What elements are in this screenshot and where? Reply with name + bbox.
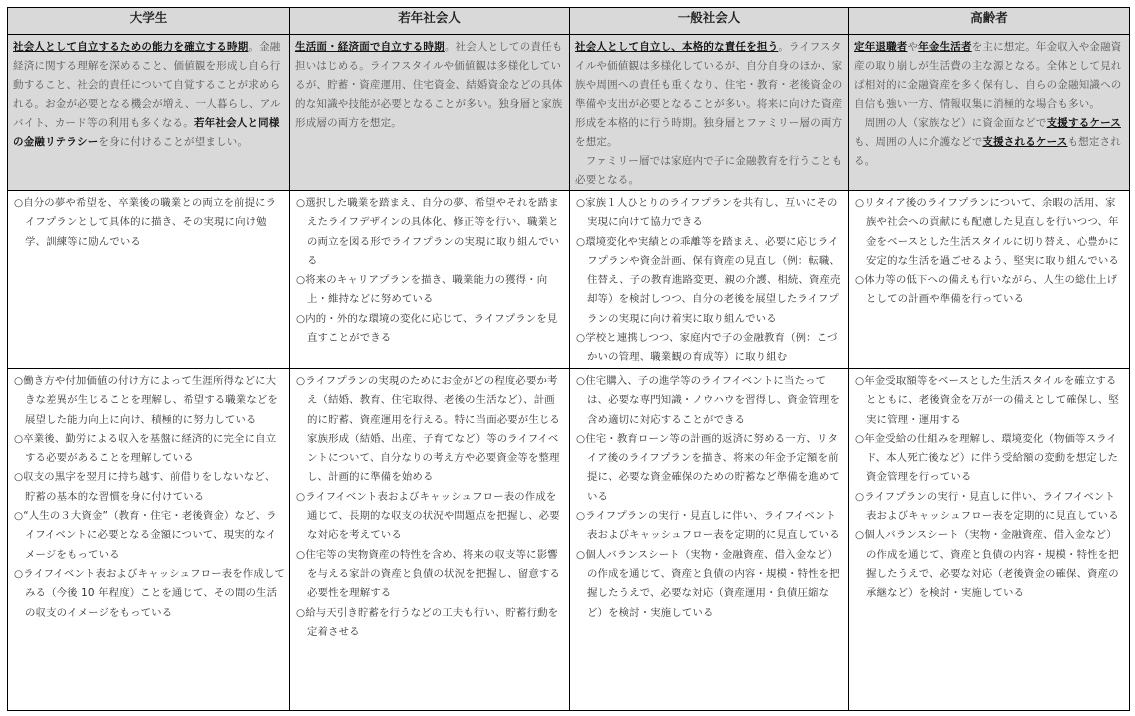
item-list: [849, 369, 1129, 604]
list-item: ○住宅購入、子の進学等のライフイベントに当たっては、必要な専門知識・ノウハウを習得し、資金管理を含め適切に対応することができる: [576, 375, 840, 426]
emphasis-text: 社会人として自立し、本格的な責任を担う: [575, 41, 779, 53]
emphasis-text: 社会人として自立するための能力を確立する時期: [13, 41, 249, 53]
list-item: ○ライフイベント表およびキャッシュフロー表の作成を通じて、長期的な収支の状況や問題点を把握し、必要な対応を考えている: [296, 490, 560, 542]
row3-cell-university-student: [8, 369, 290, 711]
intro-text: [290, 35, 569, 133]
list-item: ○卒業後、勤労による収入を基盤に経済的に完全に自立する必要があることを理解している: [14, 432, 277, 465]
list-item: ○住宅・教育ローン等の計画的返済に努める一方、リタイア後のライフプランを描き、将来の年金予定額を前提に、必要な資金確保のための貯蓄など準備を進めている: [576, 432, 840, 503]
lifeplan-table: [7, 7, 1130, 711]
list-item: ○将来のキャリアプランを描き、職業能力の獲得・向上・維持などに努めている: [296, 274, 548, 306]
body-text: を身に付けることが望ましい。: [98, 136, 249, 148]
body-text: ファミリー層では家庭内で子に金融教育を行うことも必要となる。: [575, 155, 843, 186]
body-text: 周囲の人（家族など）に資金面などで: [854, 117, 1047, 129]
list-item: ○働き方や付加価値の付け方によって生涯所得などに大きな差異が生じることを理解し、希望する職業などを展望した能力向上に向け、積極的に努力している: [14, 375, 278, 426]
list-item: ○ライフイベント表およびキャッシュフロー表を作成してみる（今後 10 年程度）ことを通じて、その間の生活の収支のイメージをもっている: [14, 567, 285, 619]
body-text: 。金融経済に関する理解を深めること、価値観を形成し自ら行動すること、社会的責任について自覚することが求められる。お金が必要となる機会が増え、一人暮らし、アルバイト、カード等の利用も多くなる。: [13, 41, 281, 129]
body-text: 。社会人としての責任も担いはじめる。ライフスタイルや価値観は多様化しているが、貯蓄・資産運用、住宅資金、結婚資金などの具体的な知識や技能が必要となることが多い。独身層と家族形成層の両方を想定。: [295, 41, 563, 129]
list-item: ○ライフプランの実現のためにお金がどの程度必要か考え（結婚、教育、住宅取得、老後の生活など）、計画的に貯蓄、資産運用を行える。特に当面必要が生じる家族形成（結婚、出産、子育てなど）等のライフイベントについて、自分なりの考え方や必要資金等を整理し、計画的に準備を始める: [296, 375, 560, 484]
item-list: [8, 191, 289, 252]
body-text: 。ライフスタイルや価値観は多様化しているが、自分自身のほか、家族や周囲への責任も重くなり、住宅・教育・老後資金の準備や支出が必要となることが多い。将来に向けた資産形成を本格的に行う時期。独身層とファミリー層の両方を想定。: [575, 41, 843, 148]
header-row: [8, 8, 1130, 35]
intro-cell-university-student: [8, 35, 290, 191]
list-item: ○年金受取額等をベースとした生活スタイルを確立するとともに、老後資金を万が一の備えとして確保し、堅実に管理・運用する: [855, 375, 1119, 426]
item-list: [849, 191, 1129, 310]
header-university-student: 大学生: [8, 8, 290, 35]
list-item: ○ライフプランの実行・見直しに伴い、ライフイベント表およびキャッシュフロー表を定期的に見直している: [855, 490, 1119, 523]
intro-cell-young-worker: [290, 35, 570, 191]
emphasis-text: 支援されるケース: [982, 136, 1068, 148]
list-item: ○“人生の３大資金”（教育・住宅・老後資金）など、ライフイベントに必要となる金額について、現実的なイメージをもっている: [14, 510, 277, 561]
list-item: ○内的・外的な環境の変化に応じて、ライフプランを見直すことができる: [296, 312, 558, 345]
emphasis-text: 支援するケース: [1046, 117, 1121, 129]
lifeplan-design-row: [8, 191, 1130, 369]
list-item: ○給与天引き貯蓄を行うなどの工夫も行い、貯蓄行動を定着させる: [296, 606, 559, 638]
lifeplan-matrix-page: [7, 7, 1129, 711]
list-item: ○住宅等の実物資産の特性を含め、将来の収支等に影響を与える家計の資産と負債の状況を把握し、留意する必要性を理解する: [296, 548, 560, 600]
list-item: ○家族１人ひとりのライフプランを共有し、互いにその実現に向けて協力できる: [576, 197, 838, 229]
financial-management-row: [8, 369, 1130, 711]
header-elderly: 高齢者: [849, 8, 1130, 35]
list-item: ○個人バランスシート（実物・金融資産、借入金など）の作成を通じて、資産と負債の内容・規模・特性を把握したうえで、必要な対応（資産運用・負債圧縮など）を検討・実施している: [576, 548, 840, 619]
item-list: [290, 369, 569, 642]
item-list: [290, 191, 569, 348]
body-text: や: [907, 41, 919, 53]
body-text: も想定される。: [854, 136, 1121, 167]
list-item: ○年金受給の仕組みを理解し、環境変化（物価等スライド、本人死亡後など）に伴う受給額の変動を想定した資金管理を行っている: [855, 432, 1119, 484]
list-item: ○体力等の低下への備えも行いながら、人生の総仕上げとしての計画や準備を行っている: [855, 274, 1118, 306]
item-list: [570, 191, 848, 368]
list-item: ○リタイア後のライフプランについて、余暇の活用、家族や社会への貢献にも配慮した見直しを行いつつ、年金をベースとした生活スタイルに切り替え、心豊かに安定的な生活を過ごせるよう、堅実に取り組んでいる: [855, 197, 1119, 267]
intro-text: [570, 35, 848, 190]
intro-text: [8, 35, 289, 152]
list-item: ○収支の黒字を翌月に持ち越す、前借りをしないなど、貯蓄の基本的な習慣を身に付けている: [14, 471, 276, 503]
list-item: ○個人バランスシート（実物・金融資産、借入金など）の作成を通じて、資産と負債の内容・規模・特性を把握したうえで、必要な対応（老後資金の確保、資産の承継など）を検討・実施している: [855, 529, 1119, 600]
list-item: ○学校と連携しつつ、家庭内で子の金融教育（例：こづかいの管理、職業観の育成等）に取り組む: [576, 332, 838, 364]
header-young-worker: 若年社会人: [290, 8, 570, 35]
item-list: [8, 369, 289, 623]
emphasis-text: 年金生活者: [918, 41, 972, 53]
intro-cell-elderly: [849, 35, 1130, 191]
row2-cell-general-worker: [570, 191, 849, 369]
intro-row: [8, 35, 1130, 191]
body-text: も、周囲の人に介護などで: [854, 136, 983, 148]
row2-cell-elderly: [849, 191, 1130, 369]
intro-text: [849, 35, 1129, 171]
emphasis-text: 生活面・経済面で自立する時期: [295, 41, 445, 53]
emphasis-text: 定年退職者: [854, 41, 908, 53]
row3-cell-general-worker: [570, 369, 849, 711]
list-item: ○選択した職業を踏まえ、自分の夢、希望やそれを踏まえたライフデザインの具体化、修正等を行い、職業との両立を図る形でライフプランの実現に取り組んでいる: [296, 197, 560, 267]
row2-cell-young-worker: [290, 191, 570, 369]
item-list: [570, 369, 848, 623]
row3-cell-elderly: [849, 369, 1130, 711]
body-text: を主に想定。年金収入や金融資産の取り崩しが生活費の主な源となる。全体として見れば相対的に金融資産を多く保有し、自らの金融知識への自信も強い一方、情報収集に消極的な場合も多い。: [854, 41, 1122, 110]
row2-cell-university-student: [8, 191, 290, 369]
list-item: ○ライフプランの実行・見直しに伴い、ライフイベント表およびキャッシュフロー表を定期的に見直している: [576, 510, 840, 542]
intro-cell-general-worker: [570, 35, 849, 191]
row3-cell-young-worker: [290, 369, 570, 711]
list-item: ○自分の夢や希望を、卒業後の職業との両立を前提にライフプランとして具体的に描き、その実現に向け勉学、訓練等に励んでいる: [14, 197, 277, 248]
emphasis-text: 若年社会人と同様の金融リテラシー: [13, 117, 280, 148]
list-item: ○環境変化や実績との乖離等を踏まえ、必要に応じライフプランや資金計画、保有資産の見直し（例：転職、住替え、子の教育進路変更、親の介護、相続、資産売却等）を検討しつつ、自分の老後を展望したライフプランの実現に向け着実に取り組んでいる: [576, 235, 841, 325]
header-general-worker: 一般社会人: [570, 8, 849, 35]
